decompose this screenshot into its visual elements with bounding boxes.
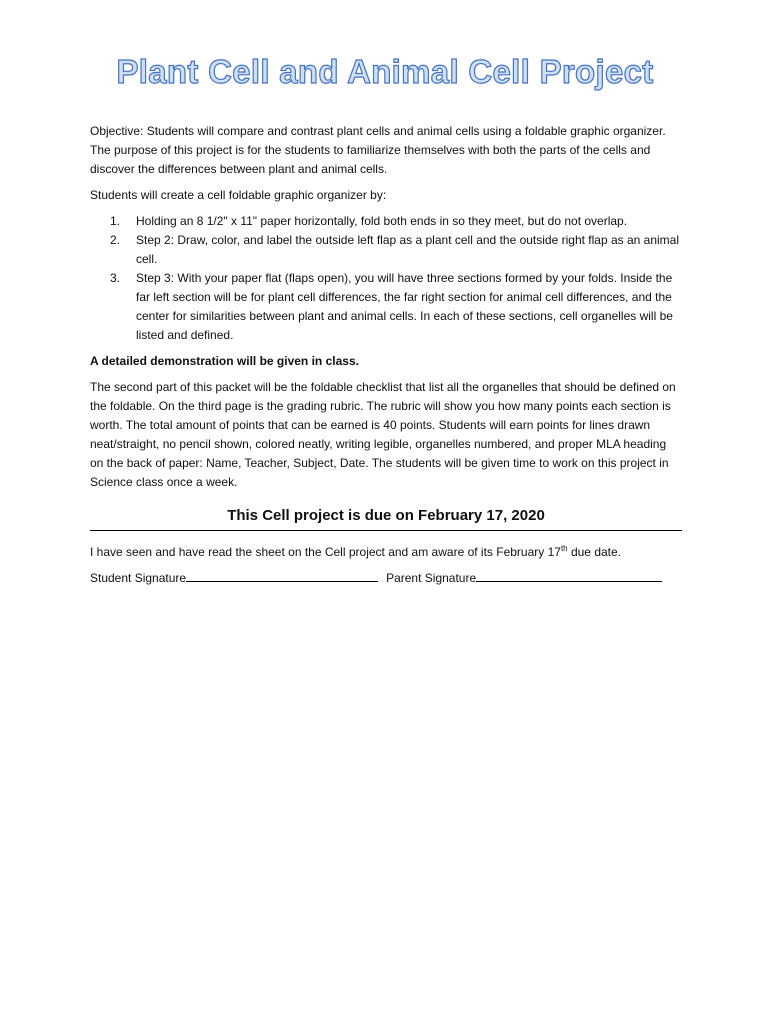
student-signature-label: Student Signature — [90, 571, 187, 585]
demonstration-note: A detailed demonstration will be given in class. — [90, 354, 359, 368]
step-text: Step 2: Draw, color, and label the outside left flap as a plant cell and the outside right flap as an animal cell. — [136, 233, 680, 266]
step-text: Step 3: With your paper flat (flaps open), you will have three sections formed by your folds. Inside the far left section will be for plant cell differences, the far right section for animal cell differences, and the center for similarities between plant and animal cells. In each of these sections, cell organelles will be listed and defined. — [136, 271, 673, 342]
step-number: 3. — [110, 271, 121, 285]
page-title: Plant Cell and Animal Cell Project — [116, 53, 654, 90]
due-date-heading: This Cell project is due on February 17, 2020 — [90, 506, 682, 531]
parent-signature-line[interactable] — [476, 569, 662, 582]
student-signature-line[interactable] — [186, 569, 378, 582]
list-item — [90, 269, 682, 345]
parent-signature-label: Parent Signature — [386, 571, 477, 585]
signature-row — [90, 569, 682, 588]
objective-paragraph: Objective: Students will compare and contrast plant cells and animal cells using a foldable graphic organizer. The purpose of this project is for the students to familiarize themselves with both the parts of the cells and discover the differences between plant and animal cells. — [90, 124, 666, 176]
acknowledgement-statement — [90, 543, 682, 562]
list-item — [90, 212, 682, 231]
acknowledgement-text: I have seen and have read the sheet on the Cell project and am aware of its February 17 — [90, 545, 561, 559]
steps-list — [90, 212, 682, 345]
second-part-paragraph: The second part of this packet will be the foldable checklist that list all the organelles that should be defined on the foldable. On the third page is the grading rubric. The rubric will show you how many points each section is worth. The total amount of points that can be earned is 40 points. Students will earn points for lines drawn neat/straight, no pencil shown, colored neatly, writing legible, organelles numbered, and proper MLA heading on the back of paper: Name, Teacher, Subject, Date. The students will be given time to work on this project in Science class once a week. — [90, 380, 676, 489]
ordinal-suffix: th — [560, 544, 568, 553]
step-number: 1. — [110, 214, 121, 228]
intro-paragraph: Students will create a cell foldable graphic organizer by: — [90, 188, 387, 202]
list-item — [90, 231, 682, 269]
step-number: 2. — [110, 233, 121, 247]
acknowledgement-ending: due date. — [567, 545, 622, 559]
document-body — [90, 122, 682, 595]
step-text: Holding an 8 1/2" x 11" paper horizontally, fold both ends in so they meet, but do not overlap. — [136, 214, 628, 228]
